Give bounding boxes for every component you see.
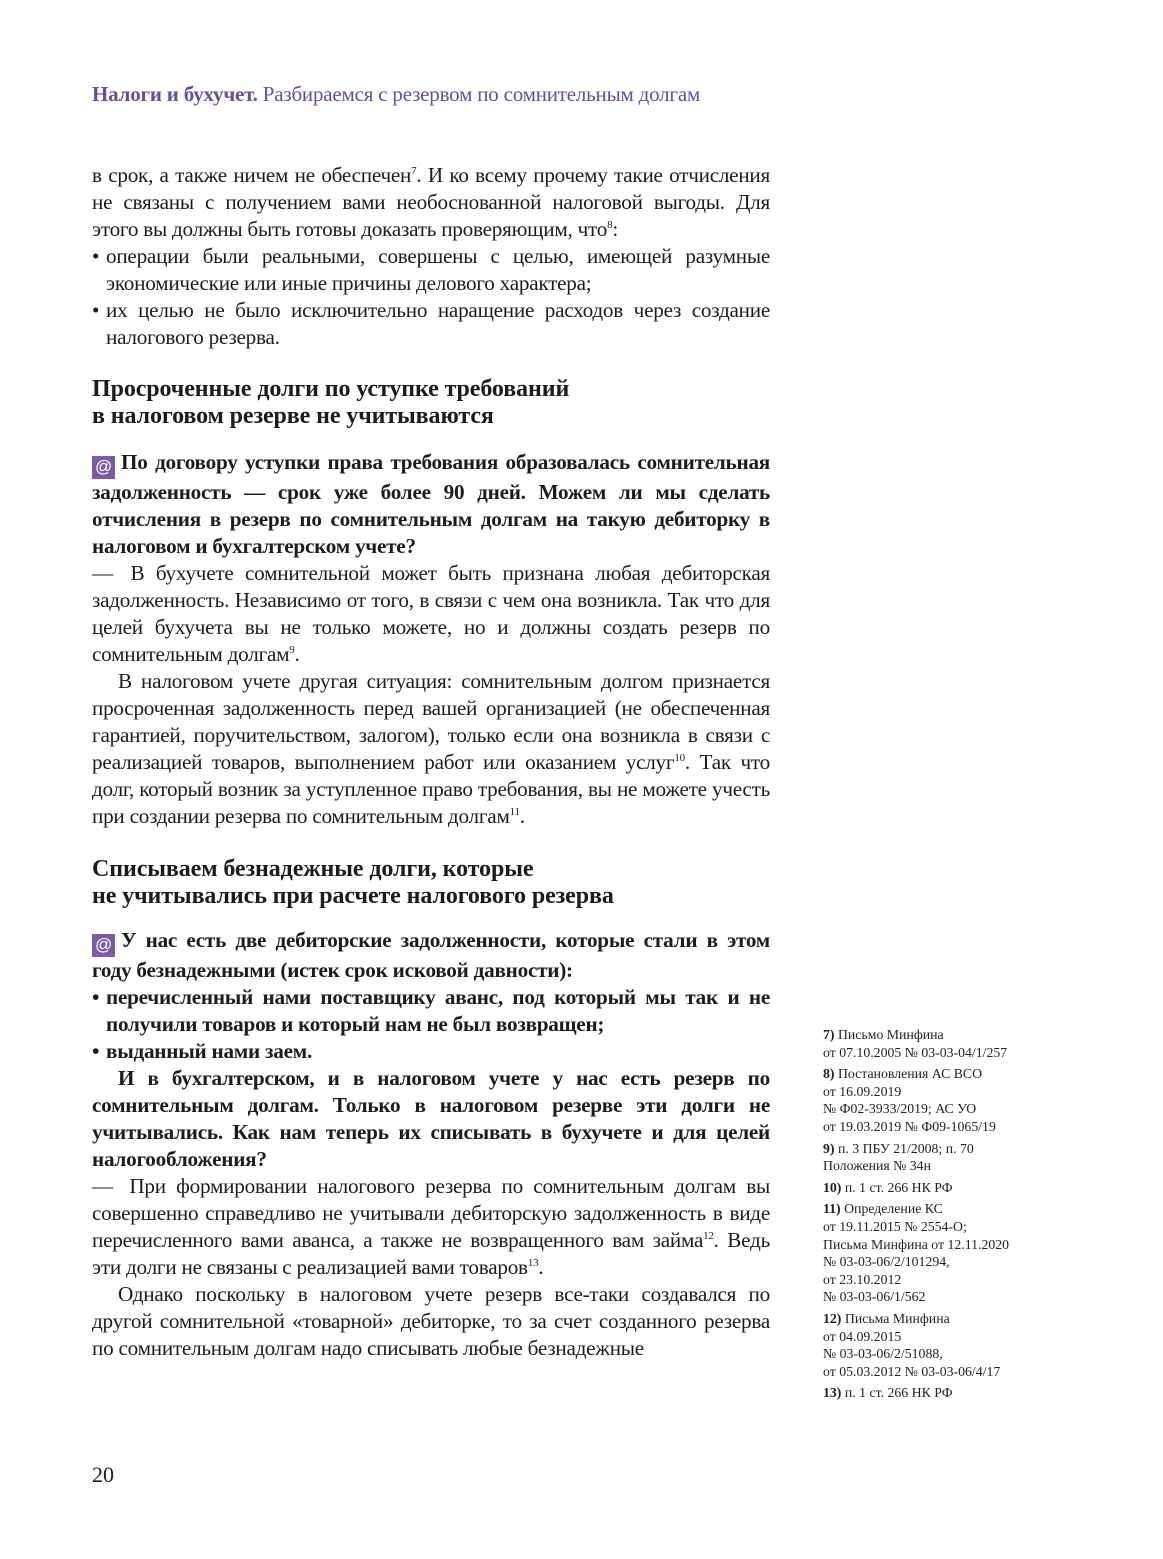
answer-dash: —	[92, 1174, 113, 1198]
header-section: Налоги и бухучет.	[92, 82, 258, 106]
question-at-icon: @	[92, 456, 115, 479]
footnote-ref[interactable]: 9	[289, 644, 295, 656]
question-2: @ У нас есть две дебиторские задолженности, которые стали в этом году безнадежными (истек срок исковой давности): • перечисленный нами поставщику аванс, под который мы так и не получили товаров и который нам не был возвращен; • выданный нами заем. И в бухгалтерском, и в налоговом учете у нас есть резерв по сомнительным долгам. Только в налоговом резерве эти долги не учитывались. Как нам теперь их списывать в бухучете и для целей налогообложения?	[92, 927, 770, 1173]
footnote-ref[interactable]: 13	[527, 1257, 539, 1269]
header-title: Разбираемся с резервом по сомнительным долгам	[262, 82, 701, 106]
question-1: @ По договору уступки права требования образовалась сомнительная задолженность — срок уже более 90 дней. Можем ли мы сделать отчисления в резерв по сомнительным долгам на такую дебиторку в налоговом и бухгалтерском учете?	[92, 450, 770, 558]
intro-bullet-list	[92, 243, 770, 351]
list-item: • перечисленный нами поставщику аванс, под который мы так и не получили товаров и который нам не был возвращен;	[92, 984, 770, 1038]
section-heading-bad-debts: Списываем безнадежные долги, которые не учитывались при расчете налогового резерва	[92, 856, 614, 909]
question-at-icon: @	[92, 934, 115, 957]
footnote-11: 11) Определение КС от 19.11.2015 № 2554-О; Письма Минфина от 12.11.2020 № 03-03-06/2/101294, от 23.10.2012 № 03-03-06/1/562	[823, 1201, 1010, 1305]
footnote-7: 7) Письмо Минфина от 07.10.2005 № 03-03-04/1/257	[823, 1027, 1008, 1060]
answer-1-paragraph-2: В налоговом учете другая ситуация: сомнительным долгом признается просроченная задолженность перед вашей организацией (не обеспеченная гарантией, поручительством, залогом), только если она возникла в связи с реализацией товаров, выполнением работ или оказанием услуг$^{10}$. Так что долг, который возник за уступленное право требования, вы не можете учесть при создании резерва по сомнительным долгам$^{11}$.	[92, 669, 771, 828]
question-bullet-list	[92, 984, 770, 1065]
running-header	[92, 82, 700, 107]
list-item: • операции были реальными, совершены с целью, имеющей разумные экономические или иные причины делового характера;	[92, 243, 770, 297]
footnote-ref[interactable]: 8	[607, 219, 613, 231]
list-item: • выданный нами заем.	[92, 1038, 770, 1065]
intro-paragraph: в срок, а также ничем не обеспечен$^7$. И ко всему прочему такие отчисления не связаны с получением вами необоснованной налоговой выгоды. Для этого вы должны быть готовы доказать проверяющим, что$^8$:	[92, 163, 770, 241]
footnote-ref[interactable]: 11	[509, 806, 520, 818]
footnote-ref[interactable]: 10	[674, 752, 685, 764]
footnote-8: 8) Постановления АС ВСО от 16.09.2019 № Ф02-3933/2019; АС УО от 19.03.2019 № Ф09-1065/19	[823, 1066, 996, 1134]
footnote-10: 10) п. 1 ст. 266 НК РФ	[823, 1179, 953, 1195]
answer-dash: —	[92, 561, 113, 585]
footnote-12: 12) Письма Минфина от 04.09.2015 № 03-03-06/2/51088, от 05.03.2012 № 03-03-06/4/17	[823, 1310, 1001, 1379]
main-column	[92, 162, 770, 1362]
page-number: 20	[92, 1462, 114, 1487]
answer-1-paragraph-1: — В бухучете сомнительной может быть признана любая дебиторская задолженность. Независимо от того, в связи с чем она возникла. Так что для целей бухучета вы не только можете, но и должны создать резерв по сомнительным долгам$^9$.	[92, 561, 771, 666]
footnote-9: 9) п. 3 ПБУ 21/2008; п. 70 Положения № 34н	[823, 1140, 974, 1174]
footnote-ref[interactable]: 7	[411, 165, 417, 177]
list-item: • их целью не было исключительно наращение расходов через создание налогового резерва.	[92, 297, 770, 351]
answer-2-paragraph-1: — При формировании налогового резерва по сомнительным долгам вы совершенно справедливо не учитывали дебиторскую задолженность в виде перечисленного вами аванса, а также не возвращенного вам займа$^{12}$. Ведь эти долги не связаны с реализацией вами товаров$^{13}$.	[92, 1174, 771, 1279]
footnotes-sidebar	[823, 1026, 1063, 1406]
footnote-13: 13) п. 1 ст. 266 НК РФ	[823, 1385, 953, 1401]
footnote-ref[interactable]: 12	[703, 1230, 714, 1242]
answer-2-paragraph-2: Однако поскольку в налоговом учете резерв все-таки создавался по другой сомнительной «товарной» дебиторке, то за счет созданного резерва по сомнительным долгам надо списывать любые безнадежные	[92, 1282, 770, 1360]
section-heading-assignment: Просроченные долги по уступке требований в налоговом резерве не учитываются	[92, 376, 570, 429]
